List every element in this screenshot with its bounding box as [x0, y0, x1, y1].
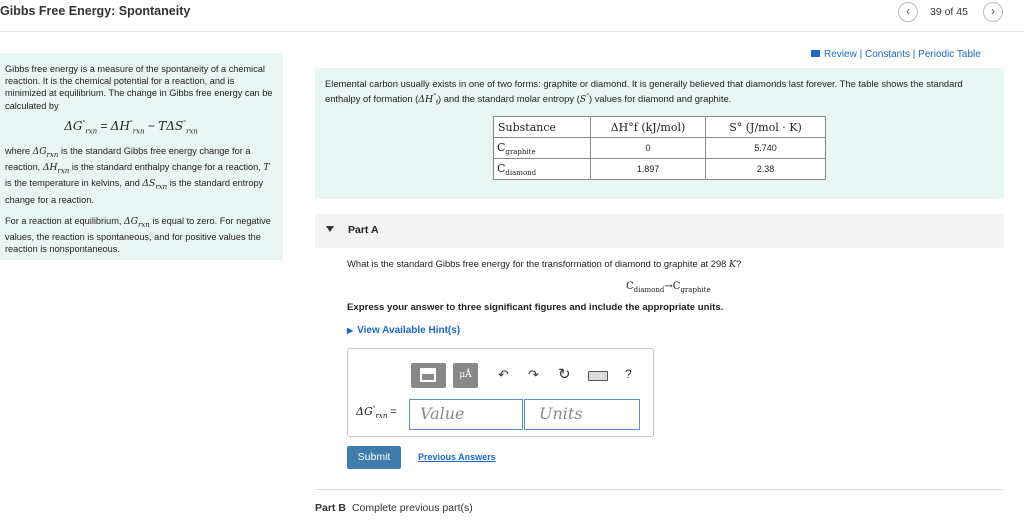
- table-cell: 0: [591, 138, 706, 159]
- table-header: Substance: [494, 117, 591, 138]
- page-title: Gibbs Free Energy: Spontaneity: [0, 4, 191, 18]
- part-a-label: Part A: [348, 224, 379, 236]
- keyboard-icon[interactable]: [588, 371, 608, 381]
- units-tool-button[interactable]: μÅ: [453, 363, 478, 388]
- view-hints-link[interactable]: ▶ View Available Hint(s): [347, 325, 461, 336]
- table-row: [494, 138, 826, 159]
- constants-link[interactable]: Constants: [864, 49, 910, 60]
- caret-down-icon[interactable]: [326, 226, 334, 232]
- periodic-table-link[interactable]: Periodic Table: [918, 49, 981, 60]
- table-cell: 1.897: [591, 159, 706, 180]
- undo-icon[interactable]: ↶: [498, 367, 509, 382]
- review-icon: [811, 50, 820, 57]
- resource-links: Review | Constants | Periodic Table: [811, 49, 981, 60]
- definitions-paragraph: where $\Delta G_{rxn}$ is the standard Gibbs free energy change for a reaction, $\Delta H_{rxn}$ is the standard enthalpy change for a reaction, T is the temperature in kelvins, and $\Delta S_{rxn}$ is the standard entropy change for a reaction.: [5, 146, 270, 205]
- next-item-button[interactable]: [983, 2, 1003, 22]
- intro-paragraph: Gibbs free energy is a measure of the spontaneity of a chemical reaction. It is the chemical potential for a reaction, and is minimized at equilibrium. The change in Gibbs free energy can be calculated by: [5, 64, 273, 111]
- question-text: What is the standard Gibbs free energy for the transformation of diamond to graphite at 298 K?: [347, 258, 742, 270]
- answer-variable-label: $\Delta G^\circ_{rxn}$ =: [356, 405, 397, 421]
- intro-panel: [0, 53, 283, 260]
- template-icon: [420, 368, 436, 382]
- previous-answers-link[interactable]: Previous Answers: [418, 452, 496, 462]
- header-divider: [0, 31, 1024, 32]
- value-input[interactable]: Value: [409, 399, 523, 430]
- problem-box: [315, 68, 1004, 199]
- review-link[interactable]: Review: [824, 49, 857, 60]
- help-button[interactable]: ?: [625, 367, 632, 381]
- table-header-row: [494, 117, 826, 138]
- chevron-left-icon: ‹: [906, 4, 910, 18]
- caret-right-icon: ▶: [347, 326, 354, 335]
- table-cell: $C_{diamond}$: [494, 159, 591, 180]
- part-b-status: Complete previous part(s): [351, 502, 473, 514]
- table-cell: 2.38: [706, 159, 826, 180]
- table-header: ΔH°f (kJ/mol): [591, 117, 706, 138]
- equilibrium-paragraph: For a reaction at equilibrium, $\Delta G_{rxn}$ is equal to zero. For negative values, the reaction is spontaneous, and for positive values the reaction is nonspontaneous.: [5, 215, 271, 254]
- answer-instruction: Express your answer to three significant figures and include the appropriate units.: [347, 302, 724, 313]
- gibbs-formula: $\Delta G^\circ_{rxn} = \Delta H^\circ_{rxn} - T\Delta S^\circ_{rxn}$: [64, 118, 198, 136]
- reaction-equation: $C_{diamond}\to C_{graphite}$: [626, 281, 711, 294]
- substance-table: [493, 116, 826, 180]
- submit-button[interactable]: Submit: [347, 446, 401, 469]
- prev-item-button[interactable]: [898, 2, 918, 22]
- template-button[interactable]: [411, 363, 446, 388]
- part-b-header: [315, 502, 473, 514]
- table-cell: $C_{graphite}$: [494, 138, 591, 159]
- part-a-header[interactable]: [315, 214, 1004, 248]
- part-b-label: Part B: [315, 502, 346, 514]
- answer-box: [347, 348, 654, 437]
- table-cell: 5.740: [706, 138, 826, 159]
- table-row: [494, 159, 826, 180]
- problem-text: Elemental carbon usually exists in one of two forms: graphite or diamond. It is generally believed that diamonds last forever. The table shows the standard enthalpy of formation $(\Delta H^\circ_f)$ and the standard molar entropy (S°) values for diamond and graphite.: [325, 78, 963, 107]
- chevron-right-icon: ›: [991, 4, 995, 18]
- item-counter: 39 of 45: [930, 6, 968, 18]
- part-b-divider: [315, 489, 1004, 490]
- units-input[interactable]: Units: [524, 399, 640, 430]
- table-header: S° (J/mol · K): [706, 117, 826, 138]
- reset-icon[interactable]: ↻: [558, 366, 571, 383]
- redo-icon[interactable]: ↷: [528, 367, 539, 382]
